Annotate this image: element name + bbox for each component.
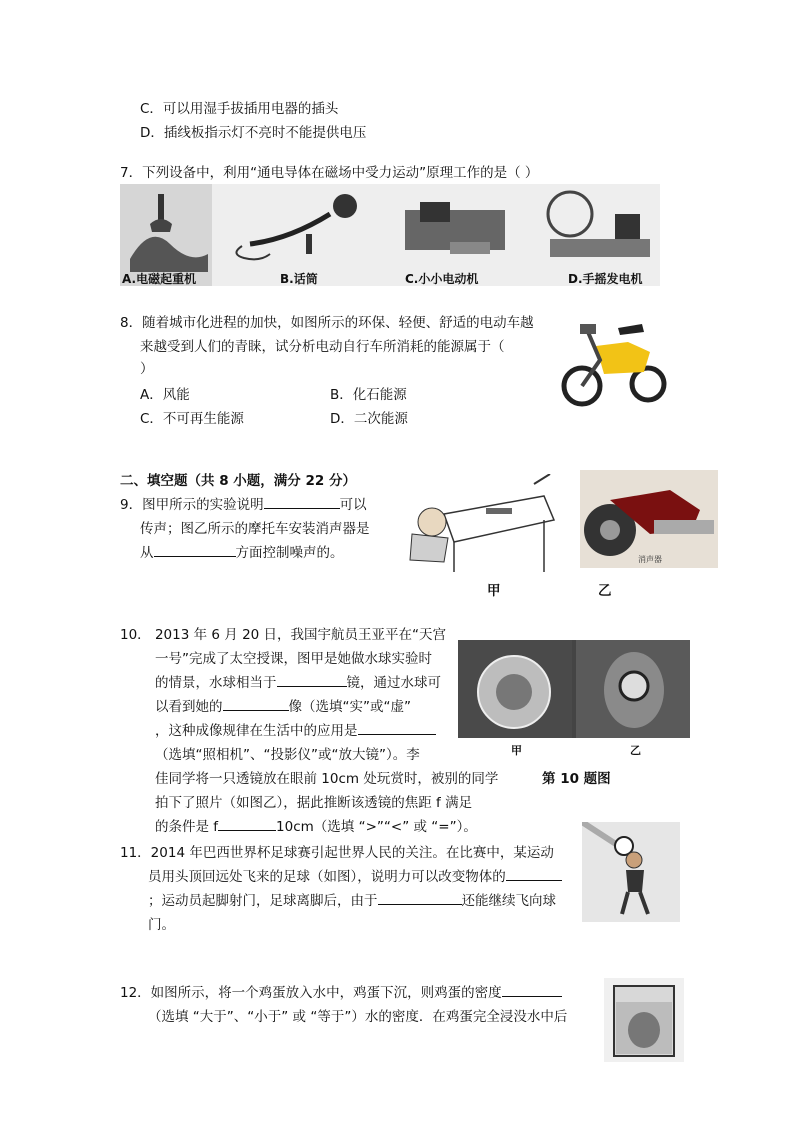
q8-option-d: D．二次能源 [330, 411, 408, 427]
q12-line-2: （选填 “大于”、“小于” 或 “等于”）水的密度．在鸡蛋完全浸没水中后 [148, 1009, 568, 1025]
q10-figure-caption: 第 10 题图 [542, 771, 611, 787]
q10-line-2: 一号”完成了太空授课，图甲是她做水球实验时 [155, 651, 432, 667]
q9-blank-2 [154, 542, 236, 557]
electric-bike-image [558, 302, 670, 414]
q9-label-jia: 甲 [487, 583, 501, 599]
q11-line-2: 员用头顶回远处飞来的足球（如图），说明力可以改变物体的 [148, 866, 562, 888]
q11-blank-1 [506, 866, 562, 881]
q9-figure-jia [404, 474, 560, 572]
q7-caption-a: A.电磁起重机 [122, 272, 197, 286]
q8-option-b: B．化石能源 [330, 387, 407, 403]
q11-line-3: ；运动员起脚射门，足球离脚后，由于 还能继续飞向球 [148, 890, 556, 912]
q7-figure-strip [120, 184, 660, 286]
q8-option-c: C．不可再生能源 [140, 411, 244, 427]
q10-blank-4 [218, 816, 276, 831]
q6-option-c: C．可以用湿手拔插用电器的插头 [140, 101, 339, 117]
q12-blank-1 [502, 982, 562, 997]
q9-line-1: 9．图甲所示的实验说明 可以 [120, 494, 367, 516]
q9-blank-1 [264, 494, 340, 509]
q11-soccer-header-image [582, 822, 680, 922]
q9-line-2: 传声；图乙所示的摩托车安装消声器是 [140, 521, 370, 537]
q8-option-a: A．风能 [140, 387, 190, 403]
q10-blank-2 [223, 696, 289, 711]
q8-line-2: 来越受到人们的青睐，试分析电动自行车所消耗的能源属于（ [140, 339, 505, 355]
q8-line-1: 8．随着城市化进程的加快，如图所示的环保、轻便、舒适的电动车越 [120, 315, 534, 331]
q10-line-3: 的情景，水球相当于 镜，通过水球可 [155, 672, 441, 694]
q8-line-3: ） [140, 361, 154, 377]
q7-caption-d: D.手摇发电机 [568, 272, 643, 286]
q7-caption-c: C.小小电动机 [405, 272, 479, 286]
q7-stem: 7．下列设备中，利用“通电导体在磁场中受力运动”原理工作的是（ ） [120, 165, 539, 181]
section-2-title: 二、填空题（共 8 小题，满分 22 分） [120, 473, 356, 489]
q10-blank-1 [277, 672, 347, 687]
q9-label-yi: 乙 [598, 583, 612, 599]
q10-line-9: 的条件是 f 10cm（选填 “>”“<” 或 “=”）。 [155, 816, 477, 838]
q10-line-8: 拍下了照片（如图乙），据此推断该透镜的焦距 f 满足 [155, 795, 473, 811]
q10-line-5: ，这种成像规律在生活中的应用是 [155, 720, 436, 742]
q9-line-3: 从 方面控制噪声的。 [140, 542, 344, 564]
q10-line-6: （选填“照相机”、“投影仪”或“放大镜”）。李 [155, 747, 420, 763]
q10-label-yi: 乙 [630, 744, 641, 757]
q7-caption-b: B.话筒 [280, 272, 318, 286]
q10-line-4: 以看到她的 像（选填“实”或“虚” [155, 696, 411, 718]
q12-egg-in-water-image [604, 978, 684, 1062]
q10-label-jia: 甲 [511, 744, 522, 757]
q11-blank-2 [378, 890, 462, 905]
q10-figure-water-ball [458, 640, 690, 738]
q10-line-7: 佳同学将一只透镜放在眼前 10cm 处玩赏时，被别的同学 [155, 771, 499, 787]
q11-line-1: 11．2014 年巴西世界杯足球赛引起世界人民的关注。在比赛中，某运动 [120, 845, 554, 861]
q6-option-d: D．插线板指示灯不亮时不能提供电压 [140, 125, 367, 141]
q12-line-1: 12．如图所示，将一个鸡蛋放入水中，鸡蛋下沉，则鸡蛋的密度 [120, 982, 562, 1004]
muffler-label: 消声器 [638, 555, 662, 564]
q11-line-4: 门。 [148, 917, 175, 933]
q10-line-1: 10． 2013 年 6 月 20 日，我国宇航员王亚平在“天宫 [120, 627, 447, 643]
q10-blank-3 [358, 720, 436, 735]
q9-figure-yi-motorcycle [580, 470, 718, 568]
